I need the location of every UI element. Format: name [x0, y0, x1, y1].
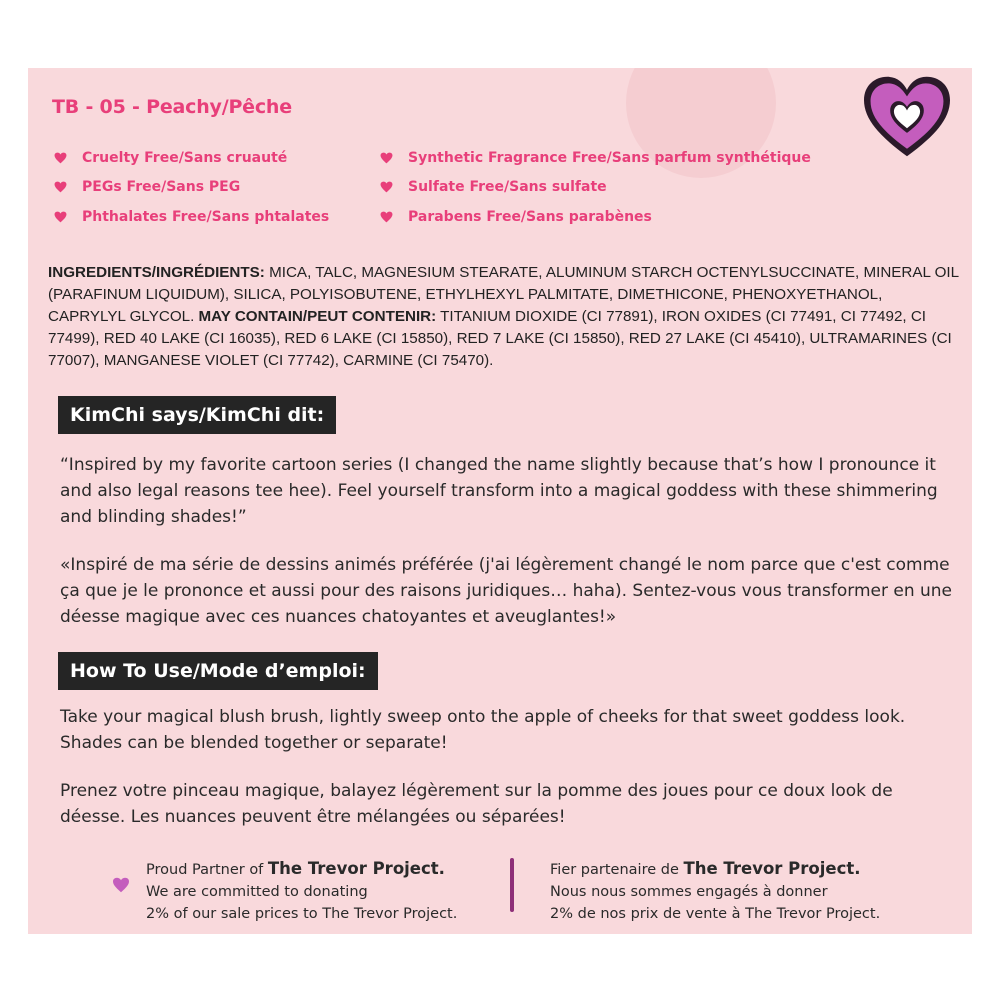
how-to-use-fr: Prenez votre pinceau magique, balayez légèrement sur la pomme des joues pour ce doux look de déesse. Les nuances peuvent être mélangées ou séparées!	[60, 781, 893, 827]
kimchi-quote-fr: «Inspiré de ma série de dessins animés préférée (j'ai légèrement changé le nom parce que c'est comme ça que je le prononce et aussi pour des raisons juridiques… haha). Sentez-vous vous transformer en une déesse magique avec ces nuances chatoyantes et aveuglantes!»	[60, 555, 953, 627]
heart-icon	[380, 181, 393, 193]
heart-icon	[54, 181, 67, 193]
footer-intro: Fier partenaire de	[550, 862, 684, 878]
footer-org: The Trevor Project.	[267, 859, 445, 878]
claim-text: Phthalates Free/Sans phtalates	[82, 209, 330, 225]
ingredients-list	[48, 262, 960, 372]
how-to-use-en: Take your magical blush brush, lightly sweep onto the apple of cheeks for that sweet goddess look. Shades can be blended together or separate!	[60, 707, 906, 753]
footer-line: 2% of our sale prices to The Trevor Project.	[146, 906, 458, 922]
footer-line: We are committed to donating	[146, 884, 368, 900]
kimchi-quote-en: “Inspired by my favorite cartoon series (I changed the name slightly because that’s how I pronounce it and also legal reasons tee hee). Feel yourself transform into a magical goddess with these shimmering and blinding shades!”	[60, 455, 938, 527]
heart-icon	[112, 877, 130, 893]
footer-line: Nous nous sommes engagés à donner	[550, 884, 828, 900]
claim-item	[380, 179, 607, 195]
claim-item	[54, 150, 287, 166]
heart-icon	[54, 152, 67, 164]
claim-item	[54, 179, 240, 195]
may-contain-label: MAY CONTAIN/PEUT CONTENIR:	[198, 308, 437, 325]
heart-icon	[380, 211, 393, 223]
heart-icon	[54, 211, 67, 223]
ingredients-text: MICA, TALC, MAGNESIUM STEARATE, ALUMINUM STARCH OCTENYLSUCCINATE, MINERAL OIL (PARAFINUM LIQUIDUM), SILICA, POLYISOBUTENE, ETHYLHEXYL PALMITATE, DIMETHICONE, PHENOXYETHANOL, CAPRYLYL GLYCOL.	[48, 264, 959, 325]
footer-org: The Trevor Project.	[683, 859, 861, 878]
footer-line: 2% de nos prix de vente à The Trevor Project.	[550, 906, 881, 922]
product-title: TB - 05 - Peachy/Pêche	[52, 96, 292, 118]
claim-text: Cruelty Free/Sans cruauté	[82, 150, 288, 166]
ingredients-label: INGREDIENTS/INGRÉDIENTS:	[48, 264, 265, 281]
heart-icon	[380, 152, 393, 164]
footer-english	[146, 858, 457, 925]
may-contain-text: TITANIUM DIOXIDE (CI 77891), IRON OXIDES (CI 77491, CI 77492, CI 77499), RED 40 LAKE (CI 16035), RED 6 LAKE (CI 15850), RED 7 LAKE (CI 15850), RED 27 LAKE (CI 45410), ULTRAMARINES (CI 77007), MANGANESE VIOLET (CI 77742), CARMINE (CI 75470).	[48, 308, 952, 369]
how-to-use-heading: How To Use/Mode d’emploi:	[58, 652, 378, 690]
claim-text: Sulfate Free/Sans sulfate	[408, 179, 607, 195]
claim-item	[54, 209, 329, 225]
heart-badge-icon	[860, 74, 954, 160]
claim-text: PEGs Free/Sans PEG	[82, 179, 241, 195]
product-info-panel	[28, 68, 972, 934]
claim-text: Synthetic Fragrance Free/Sans parfum synthétique	[408, 150, 811, 166]
claim-item	[380, 150, 811, 166]
footer-intro: Proud Partner of	[146, 862, 268, 878]
footer-divider	[510, 858, 514, 912]
claim-text: Parabens Free/Sans parabènes	[408, 209, 652, 225]
claim-item	[380, 209, 652, 225]
kimchi-heading: KimChi says/KimChi dit:	[58, 396, 336, 434]
footer-french	[550, 858, 880, 925]
